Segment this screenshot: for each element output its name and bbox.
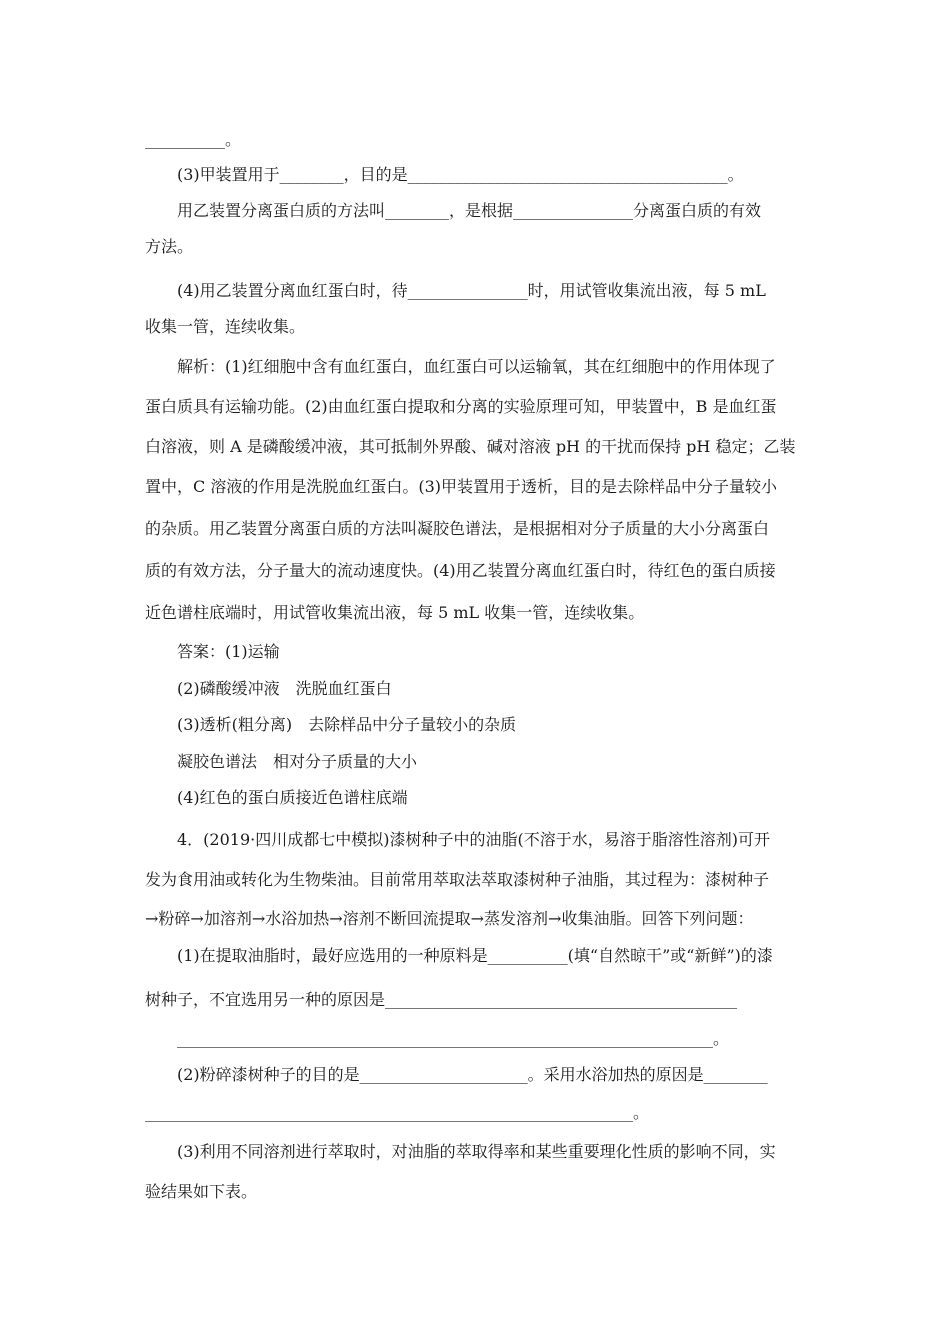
text-line: 解析：(1)红细胞中含有血红蛋白，血红蛋白可以运输氧，其在红细胞中的作用体现了 xyxy=(177,357,776,376)
text-line: 验结果如下表。 xyxy=(145,1182,258,1201)
text-line: 白溶液，则 A 是磷酸缓冲液，其可抵制外界酸、碱对溶液 pH 的干扰而保持 pH 稳定；乙装 xyxy=(145,437,796,456)
text-line: 的杂质。用乙装置分离蛋白质的方法叫凝胶色谱法，是根据相对分子质量的大小分离蛋白 xyxy=(145,519,770,538)
text-line: →粉碎→加溶剂→水浴加热→溶剂不断回流提取→蒸发溶剂→收集油脂。回答下列问题： xyxy=(145,909,754,928)
text-line: 用乙装置分离蛋白质的方法叫________，是根据_______________分离蛋白质的有效 xyxy=(177,201,762,220)
text-line: 树种子，不宜选用另一种的原因是____________________________________________ xyxy=(145,990,738,1009)
text-line: 凝胶色谱法 相对分子质量的大小 xyxy=(177,752,418,771)
text-line: (2)粉碎漆树种子的目的是_____________________。采用水浴加热的原因是________ xyxy=(177,1065,768,1084)
text-line: (4)用乙装置分离血红蛋白时，待_______________时，用试管收集流出液，每 5 mL xyxy=(177,281,766,300)
text-line: 蛋白质具有运输功能。(2)由血红蛋白提取和分离的实验原理可知，甲装置中，B 是血红蛋 xyxy=(145,397,777,416)
text-line: (4)红色的蛋白质接近色谱柱底端 xyxy=(177,788,408,807)
text-line: 答案：(1)运输 xyxy=(177,642,280,661)
text-line: 近色谱柱底端时，用试管收集流出液，每 5 mL 收集一管，连续收集。 xyxy=(145,603,645,622)
text-line: 4．(2019·四川成都七中模拟)漆树种子中的油脂(不溶于水，易溶于脂溶性溶剂)可开 xyxy=(177,830,770,849)
text-line: 质的有效方法，分子量大的流动速度快。(4)用乙装置分离血红蛋白时，待红色的蛋白质接 xyxy=(145,561,776,580)
text-line: (2)磷酸缓冲液 洗脱血红蛋白 xyxy=(177,679,392,698)
text-line: 方法。 xyxy=(145,237,194,256)
text-line: (3)甲装置用于________，目的是________________________________________。 xyxy=(177,165,744,184)
text-line: 发为食用油或转化为生物柴油。目前常用萃取法萃取漆树种子油脂，其过程为：漆树种子 xyxy=(145,870,770,889)
text-line: __________。 xyxy=(145,130,242,149)
text-line: _____________________________________________________________。 xyxy=(145,1103,650,1122)
text-line: (3)利用不同溶剂进行萃取时，对油脂的萃取得率和某些重要理化性质的影响不同，实 xyxy=(177,1142,776,1161)
text-line: (3)透析(粗分离) 去除样品中分子量较小的杂质 xyxy=(177,715,517,734)
text-line: (1)在提取油脂时，最好应选用的一种原料是__________(填“自然晾干”或“新鲜”)的漆 xyxy=(177,946,773,965)
text-line: 收集一管，连续收集。 xyxy=(145,317,306,336)
text-line: ___________________________________________________________________。 xyxy=(177,1029,729,1048)
text-line: 置中，C 溶液的作用是洗脱血红蛋白。(3)甲装置用于透析，目的是去除样品中分子量较小 xyxy=(145,477,777,496)
